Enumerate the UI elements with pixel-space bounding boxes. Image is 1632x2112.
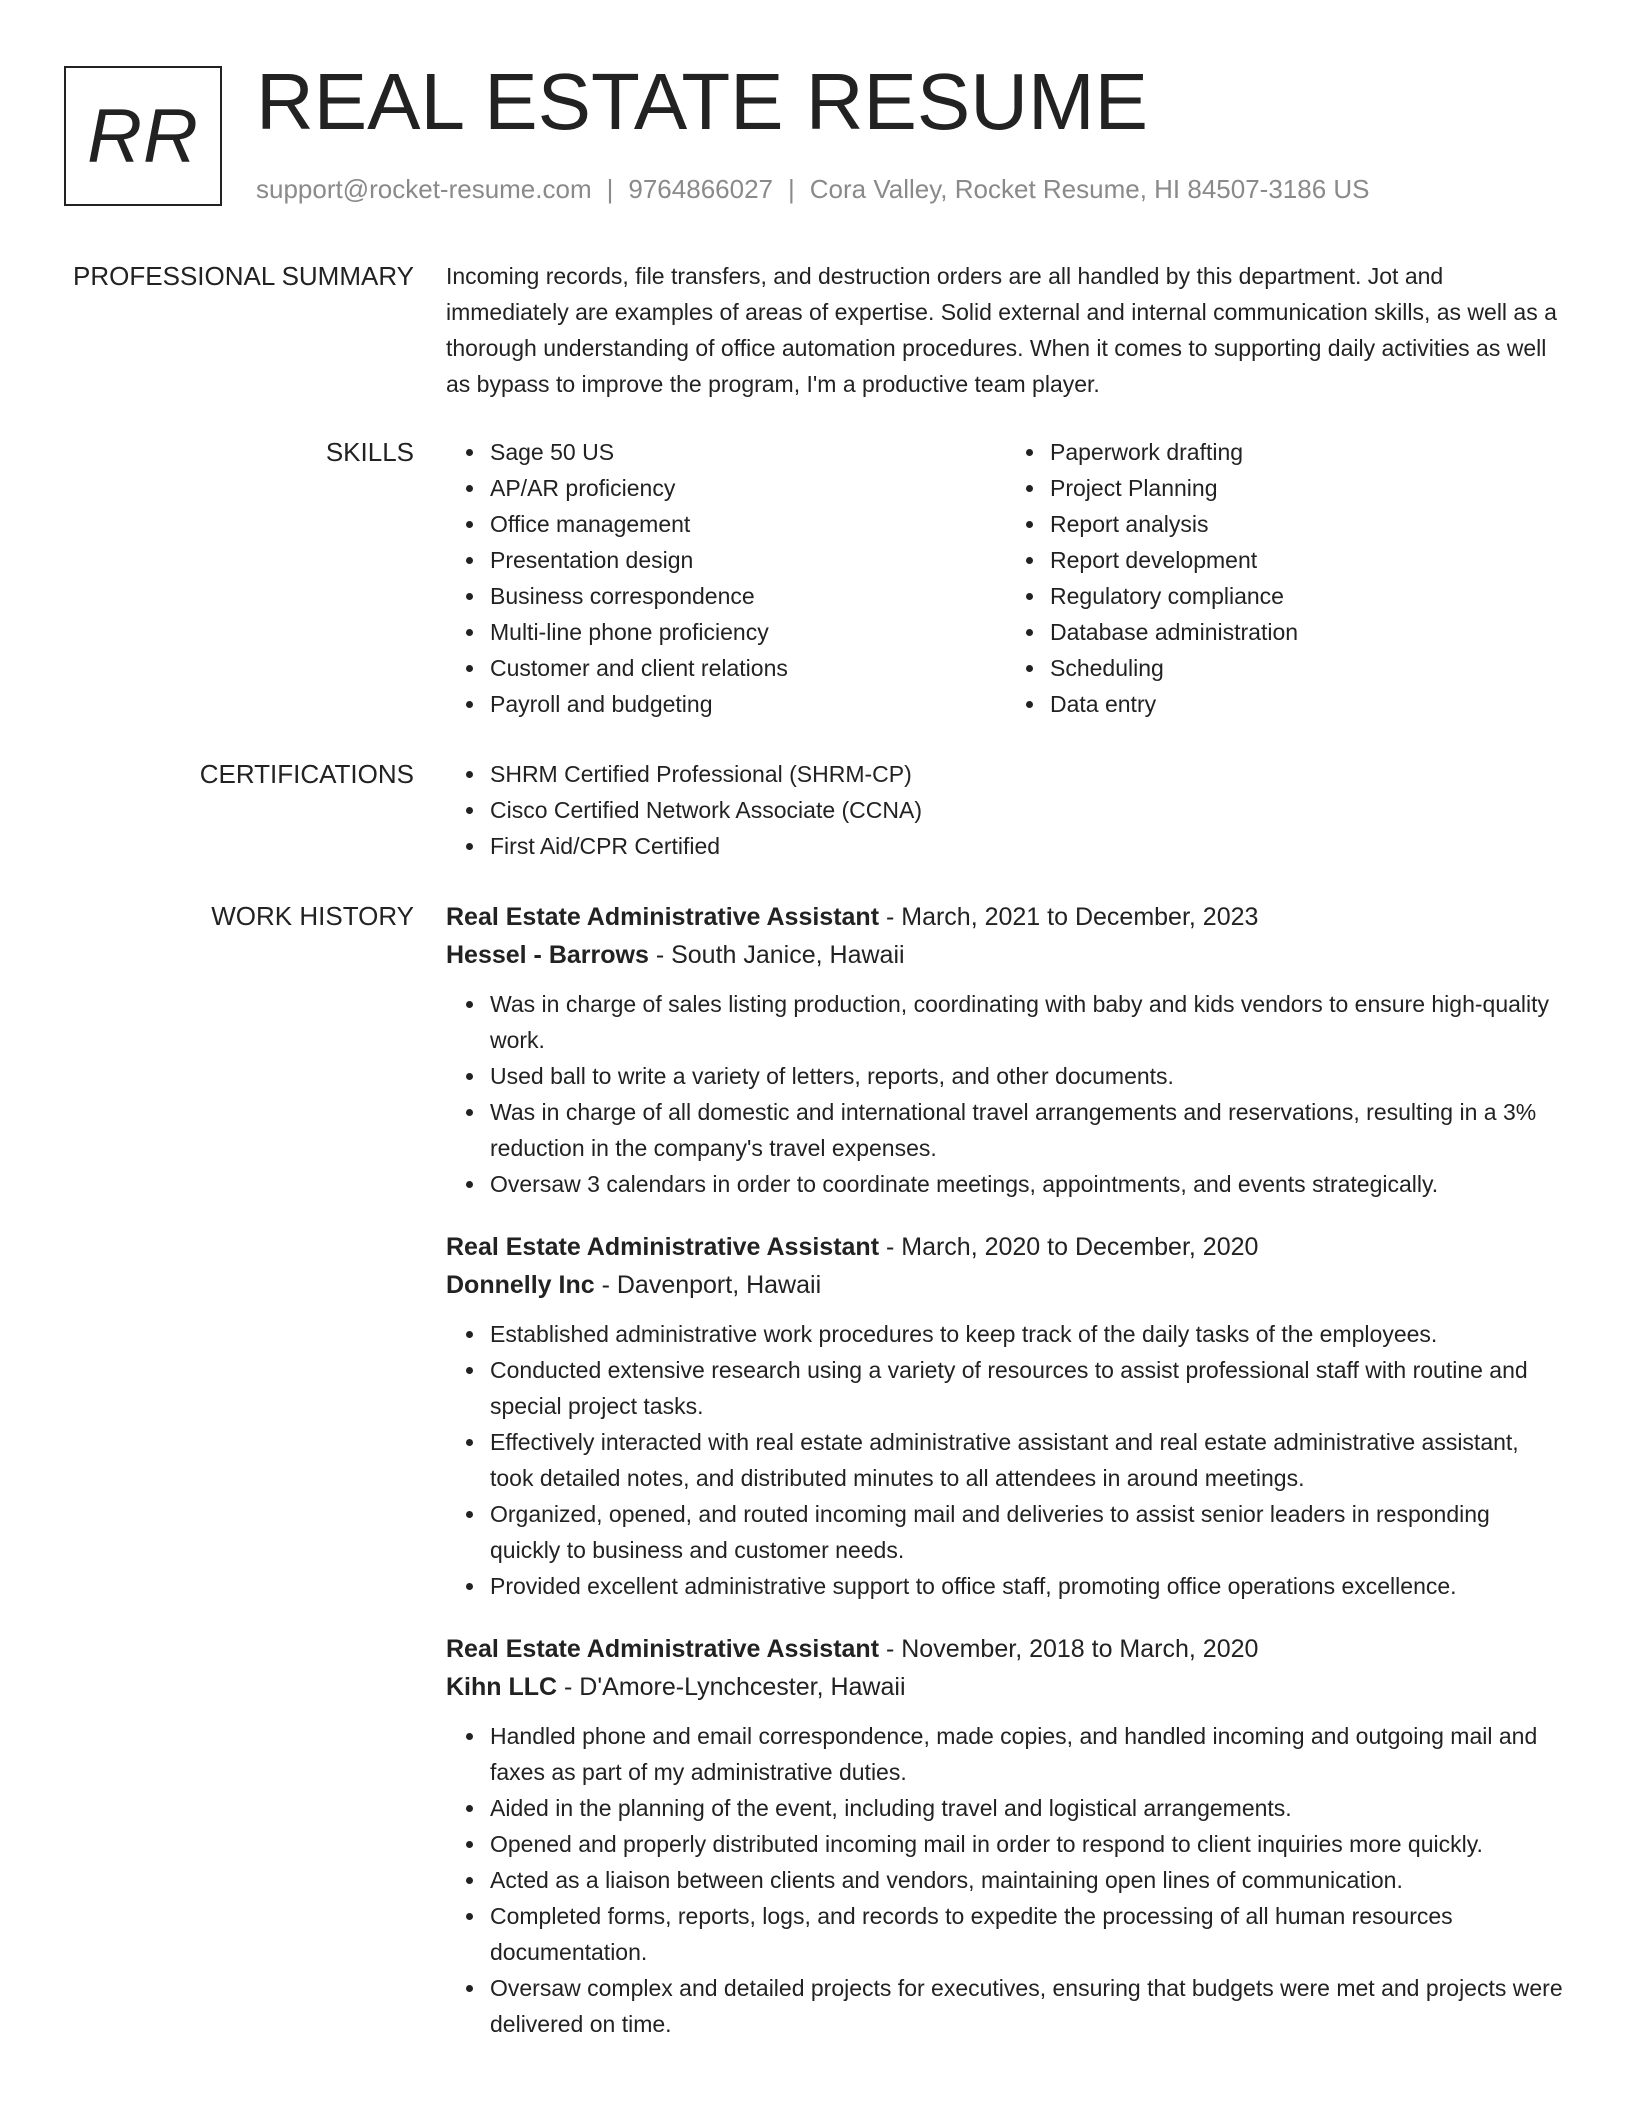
skill-item: AP/AR proficiency — [490, 470, 1006, 506]
job-location: - D'Amore-Lynchcester, Hawaii — [557, 1673, 906, 1701]
job-role-line — [446, 1228, 1566, 1266]
job-bullet: Completed forms, reports, logs, and records to expedite the processing of all human resources documentation. — [490, 1898, 1566, 1970]
monogram-logo: RR — [64, 66, 222, 206]
skill-item: Presentation design — [490, 542, 1006, 578]
job-bullet: Oversaw 3 calendars in order to coordinate meetings, appointments, and events strategically. — [490, 1166, 1566, 1202]
skill-item: Paperwork drafting — [1050, 434, 1566, 470]
job-company: Donnelly Inc — [446, 1271, 595, 1299]
job-bullet: Aided in the planning of the event, including travel and logistical arrangements. — [490, 1790, 1566, 1826]
job-company: Kihn LLC — [446, 1673, 558, 1701]
skill-item: Multi-line phone proficiency — [490, 614, 1006, 650]
job-company-line — [446, 936, 1566, 974]
job-role-line — [446, 1630, 1566, 1668]
skill-item: Customer and client relations — [490, 650, 1006, 686]
job-dates: - November, 2018 to March, 2020 — [879, 1635, 1259, 1663]
job-location: - Davenport, Hawaii — [594, 1271, 822, 1299]
skill-item: Database administration — [1050, 614, 1566, 650]
resume-title: REAL ESTATE RESUME — [256, 57, 1149, 146]
job-bullet: Oversaw complex and detailed projects for executives, ensuring that budgets were met and projects were delivered on time. — [490, 1970, 1566, 2042]
job-company-line — [446, 1266, 1566, 1304]
skill-item: Report development — [1050, 542, 1566, 578]
contact-email[interactable]: support@rocket-resume.com — [256, 174, 592, 204]
job-location: - South Janice, Hawaii — [648, 941, 905, 969]
skill-item: Scheduling — [1050, 650, 1566, 686]
job-bullets — [446, 986, 1566, 1202]
skill-item: Regulatory compliance — [1050, 578, 1566, 614]
job-bullet: Provided excellent administrative support to office staff, promoting office operations excellence. — [490, 1568, 1566, 1604]
skill-item: Sage 50 US — [490, 434, 1006, 470]
job-bullet: Was in charge of sales listing production, coordinating with baby and kids vendors to ensure high-quality work. — [490, 986, 1566, 1058]
job-bullet: Opened and properly distributed incoming mail in order to respond to client inquiries more quickly. — [490, 1826, 1566, 1862]
certification-item: SHRM Certified Professional (SHRM-CP) — [490, 756, 1566, 792]
contact-line — [256, 174, 1370, 205]
certification-item: Cisco Certified Network Associate (CCNA) — [490, 792, 1566, 828]
skill-item: Data entry — [1050, 686, 1566, 722]
job-bullet: Organized, opened, and routed incoming mail and deliveries to assist senior leaders in responding quickly to business and customer needs. — [490, 1496, 1566, 1568]
skill-item: Payroll and budgeting — [490, 686, 1006, 722]
job-bullet: Conducted extensive research using a variety of resources to assist professional staff with routine and special project tasks. — [490, 1352, 1566, 1424]
job-role: Real Estate Administrative Assistant — [446, 1635, 880, 1663]
job-company-line — [446, 1668, 1566, 1706]
skills-list-right — [1006, 434, 1566, 722]
job-bullet: Was in charge of all domestic and international travel arrangements and reservations, resulting in a 3% reduction in the company's travel expenses. — [490, 1094, 1566, 1166]
job-bullet: Acted as a liaison between clients and vendors, maintaining open lines of communication. — [490, 1862, 1566, 1898]
certifications-list — [446, 756, 1566, 864]
job-role: Real Estate Administrative Assistant — [446, 1233, 880, 1261]
job-entry — [446, 898, 1566, 1202]
skill-item: Report analysis — [1050, 506, 1566, 542]
job-role-line — [446, 898, 1566, 936]
job-dates: - March, 2020 to December, 2020 — [879, 1233, 1259, 1261]
skills-heading: SKILLS — [325, 437, 414, 467]
job-bullet: Used ball to write a variety of letters, reports, and other documents. — [490, 1058, 1566, 1094]
job-role: Real Estate Administrative Assistant — [446, 903, 880, 931]
job-bullets — [446, 1718, 1566, 2042]
contact-separator: | — [606, 174, 614, 204]
skill-item: Office management — [490, 506, 1006, 542]
summary-heading: PROFESSIONAL SUMMARY — [73, 261, 414, 291]
skills-list-left — [446, 434, 1006, 722]
job-entry — [446, 1630, 1566, 2042]
job-bullet: Handled phone and email correspondence, made copies, and handled incoming and outgoing mail and faxes as part of my administrative duties. — [490, 1718, 1566, 1790]
summary-text: Incoming records, file transfers, and destruction orders are all handled by this department. Jot and immediately are examples of areas of expertise. Solid external and internal communication skills, as well as a thorough understanding of office automation procedures. When it comes to supporting daily activities as well as bypass to improve the program, I'm a productive team player. — [446, 263, 1557, 397]
contact-phone[interactable]: 9764866027 — [628, 174, 773, 204]
certifications-heading: CERTIFICATIONS — [199, 759, 414, 789]
job-company: Hessel - Barrows — [446, 941, 649, 969]
contact-separator: | — [788, 174, 795, 204]
certification-item: First Aid/CPR Certified — [490, 828, 1566, 864]
contact-address: Cora Valley, Rocket Resume, HI 84507-3186 US — [809, 174, 1370, 204]
skill-item: Business correspondence — [490, 578, 1006, 614]
job-bullets — [446, 1316, 1566, 1604]
job-entry — [446, 1228, 1566, 1604]
job-bullet: Effectively interacted with real estate administrative assistant and real estate administrative assistant, took detailed notes, and distributed minutes to all attendees in around meetings. — [490, 1424, 1566, 1496]
work-history-heading: WORK HISTORY — [211, 901, 414, 931]
jobs-container — [446, 898, 1566, 2068]
job-bullet: Established administrative work procedures to keep track of the daily tasks of the employees. — [490, 1316, 1566, 1352]
skill-item: Project Planning — [1050, 470, 1566, 506]
job-dates: - March, 2021 to December, 2023 — [879, 903, 1259, 931]
